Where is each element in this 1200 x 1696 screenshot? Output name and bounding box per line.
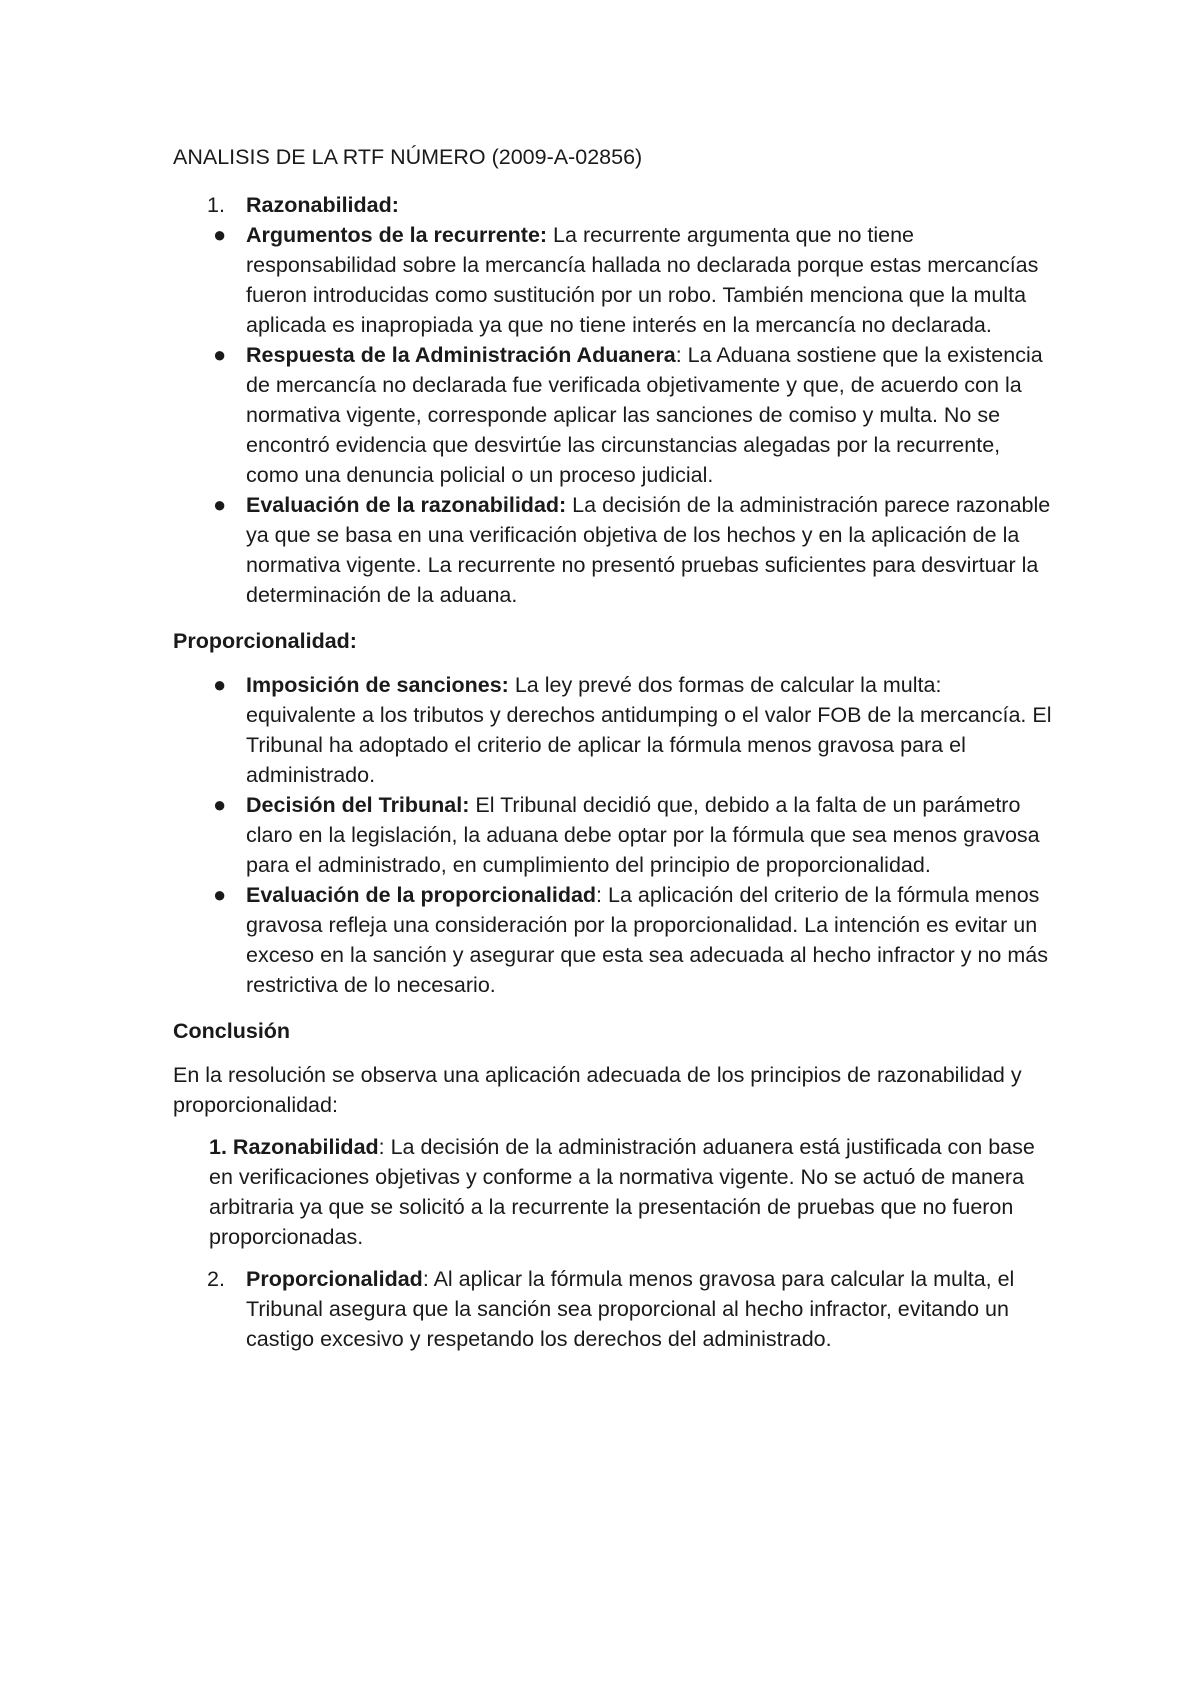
bullet-icon: ● bbox=[213, 342, 227, 367]
bullet-icon: ● bbox=[213, 222, 227, 247]
section-heading: Razonabilidad: bbox=[246, 193, 399, 217]
bullet-decision bbox=[173, 790, 1053, 880]
conclusion-text: : Al aplicar la fórmula menos gravosa para calcular la multa, el Tribunal asegura que la sanción sea proporcional al hecho infractor, evitando un castigo excesivo y respetando los derechos del administrado. bbox=[246, 1267, 1015, 1351]
bullet-label: Argumentos de la recurrente: bbox=[246, 223, 548, 247]
conclusion-number: 2. bbox=[207, 1267, 225, 1291]
bullet-label: Respuesta de la Administración Aduanera bbox=[246, 343, 676, 367]
conclusion-item-razonabilidad bbox=[173, 1132, 1053, 1252]
document-body bbox=[173, 142, 1053, 1366]
conclusion-label: Razonabilidad bbox=[232, 1135, 379, 1159]
bullet-text: La recurrente argumenta que no tiene responsabilidad sobre la mercancía hallada no declarada porque estas mercancías fueron introducidas como sustitución por un robo. También menciona que la multa aplicada es inapropiada ya que no tiene interés en la mercancía no declarada. bbox=[246, 223, 1039, 337]
bullet-label: Decisión del Tribunal: bbox=[246, 793, 470, 817]
bullet-text: La decisión de la administración parece razonable ya que se basa en una verificación objetiva de los hechos y en la aplicación de la normativa vigente. La recurrente no presentó pruebas suficientes para desvirtuar la determinación de la aduana. bbox=[246, 493, 1051, 607]
bullet-imposicion bbox=[173, 670, 1053, 790]
conclusion-item-proporcionalidad bbox=[173, 1264, 1053, 1354]
conclusion-number: 1. bbox=[209, 1135, 227, 1159]
conclusion-text: : La decisión de la administración aduanera está justificada con base en verificaciones objetivas y conforme a la normativa vigente. No se actuó de manera arbitraria ya que se solicitó a la recurrente la presentación de pruebas que no fueron proporcionadas. bbox=[209, 1135, 1035, 1249]
conclusion-intro: En la resolución se observa una aplicación adecuada de los principios de razonabilidad y proporcionalidad: bbox=[173, 1063, 1022, 1117]
bullet-text: El Tribunal decidió que, debido a la falta de un parámetro claro en la legislación, la aduana debe optar por la fórmula que sea menos gravosa para el administrado, en cumplimiento del principio de proporcionalidad. bbox=[246, 793, 1040, 877]
list-number: 1. bbox=[207, 193, 225, 217]
bullet-icon: ● bbox=[213, 672, 227, 697]
section-proporcionalidad-heading: Proporcionalidad: bbox=[173, 629, 357, 653]
section-razonabilidad-heading bbox=[173, 190, 1053, 220]
bullet-icon: ● bbox=[213, 882, 227, 907]
conclusion-heading: Conclusión bbox=[173, 1019, 291, 1043]
document-title: ANALISIS DE LA RTF NÚMERO (2009-A-02856) bbox=[173, 145, 643, 169]
conclusion-label: Proporcionalidad bbox=[246, 1267, 423, 1291]
bullet-evaluacion-razonabilidad bbox=[173, 490, 1053, 610]
bullet-text: La ley prevé dos formas de calcular la multa: equivalente a los tributos y derechos antidumping o el valor FOB de la mercancía. El Tribunal ha adoptado el criterio de aplicar la fórmula menos gravosa para el administrado. bbox=[246, 673, 1052, 787]
bullet-label: Evaluación de la proporcionalidad bbox=[246, 883, 597, 907]
bullet-argumentos bbox=[173, 220, 1053, 340]
bullet-label: Imposición de sanciones: bbox=[246, 673, 509, 697]
bullet-respuesta bbox=[173, 340, 1053, 490]
bullet-evaluacion-proporcionalidad bbox=[173, 880, 1053, 1000]
bullet-label: Evaluación de la razonabilidad: bbox=[246, 493, 567, 517]
bullet-text: : La Aduana sostiene que la existencia de mercancía no declarada fue verificada objetivamente y que, de acuerdo con la normativa vigente, corresponde aplicar las sanciones de comiso y multa. No se encontró evidencia que desvirtúe las circunstancias alegadas por la recurrente, como una denuncia policial o un proceso judicial. bbox=[246, 343, 1043, 487]
bullet-icon: ● bbox=[213, 492, 227, 517]
bullet-text: : La aplicación del criterio de la fórmula menos gravosa refleja una consideración por la proporcionalidad. La intención es evitar un exceso en la sanción y asegurar que esta sea adecuada al hecho infractor y no más restrictiva de lo necesario. bbox=[246, 883, 1048, 997]
bullet-icon: ● bbox=[213, 792, 227, 817]
